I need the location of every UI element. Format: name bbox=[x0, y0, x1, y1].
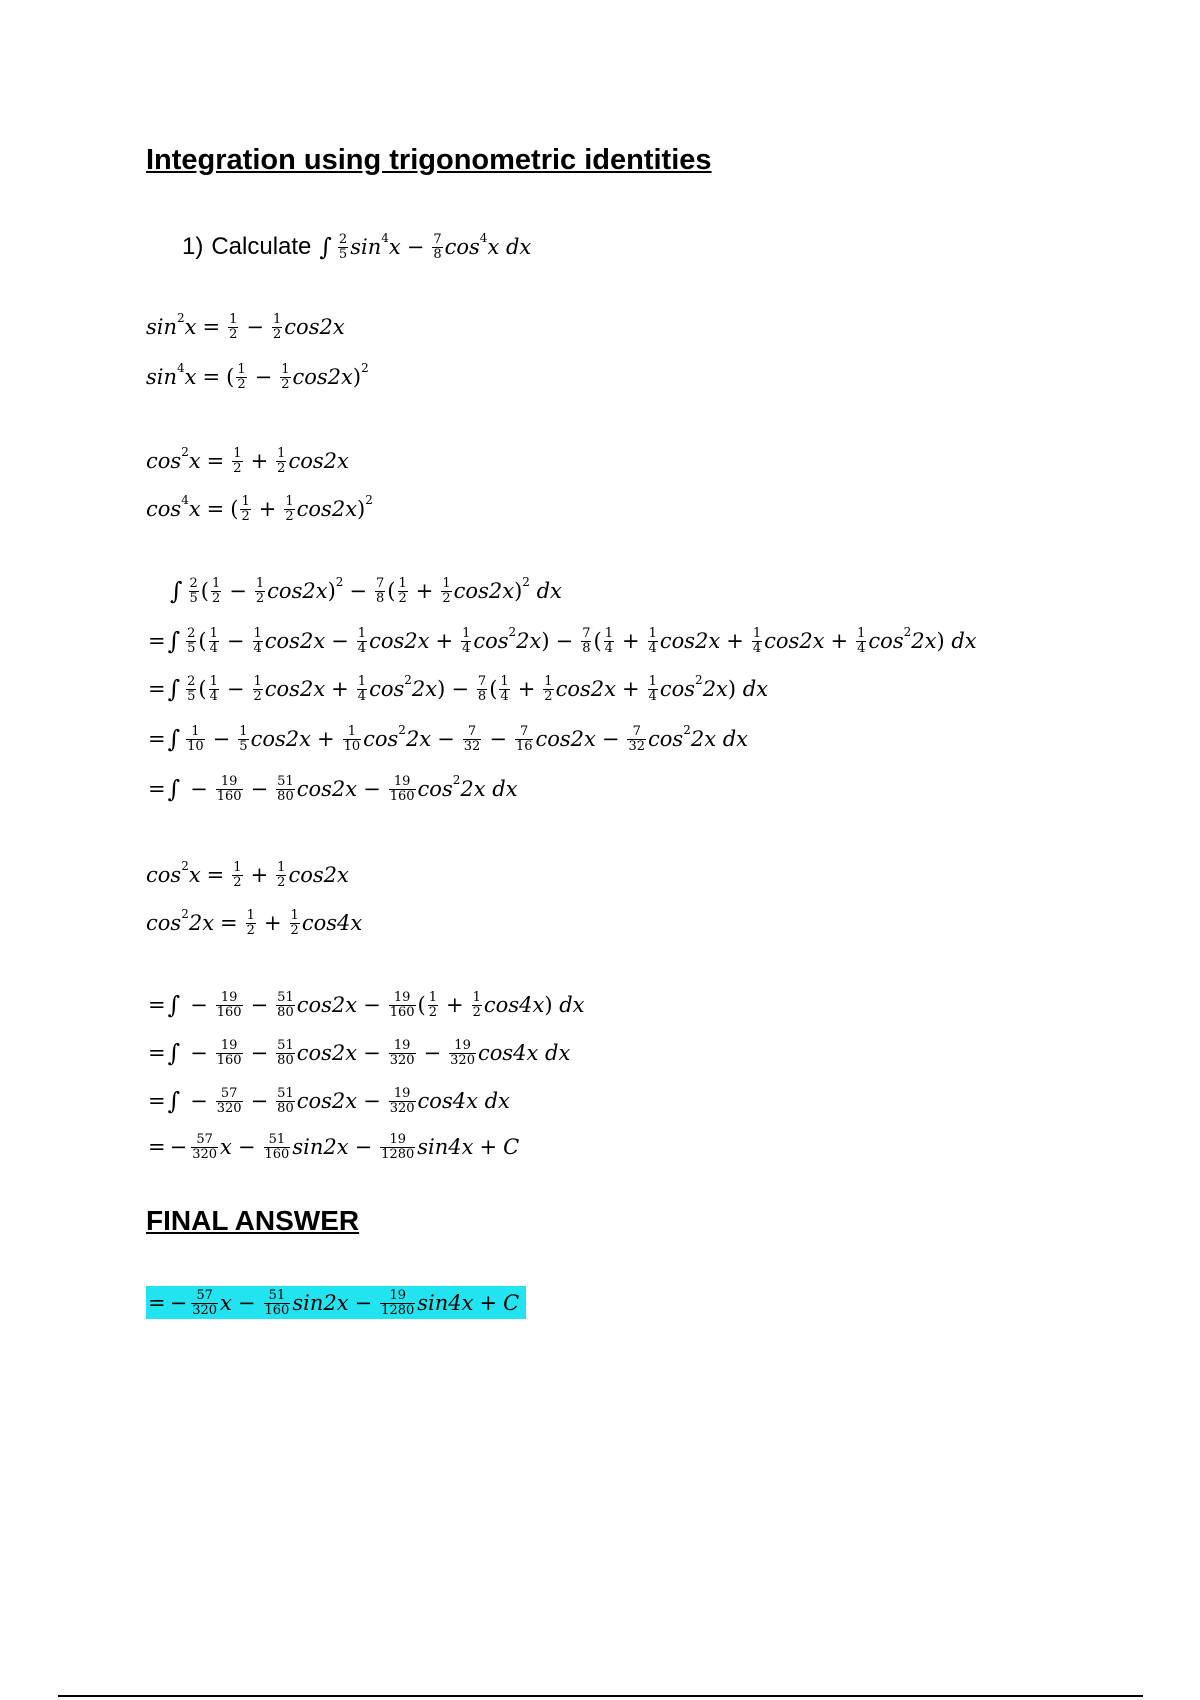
fraction-denominator: 4 bbox=[462, 641, 471, 656]
fraction-nineteen-160 bbox=[389, 991, 416, 1020]
fraction-denominator: 320 bbox=[389, 1101, 415, 1116]
fraction-numerator: 1 bbox=[273, 312, 282, 327]
fraction-numerator: 1 bbox=[857, 626, 866, 641]
fraction-denominator: 4 bbox=[752, 641, 762, 656]
fraction-numerator: 1 bbox=[648, 674, 657, 689]
fraction-seven-32 bbox=[463, 725, 482, 754]
fraction-denominator: 160 bbox=[389, 1005, 415, 1020]
fraction-numerator: 1 bbox=[428, 990, 438, 1005]
fraction-numerator: 1 bbox=[347, 724, 356, 739]
fraction-half bbox=[246, 909, 256, 938]
fraction-denominator: 2 bbox=[237, 377, 246, 392]
fraction-denominator: 2 bbox=[233, 875, 242, 890]
fraction-denominator: 4 bbox=[209, 641, 218, 656]
fraction-fiftyseven-320 bbox=[216, 1087, 243, 1116]
fraction-denominator: 2 bbox=[290, 923, 299, 938]
fraction-numerator: 1 bbox=[233, 860, 242, 875]
fraction-denominator: 10 bbox=[187, 739, 204, 754]
fraction-seven-eighths bbox=[581, 627, 591, 656]
fraction-numerator: 1 bbox=[233, 446, 242, 461]
fraction-half bbox=[272, 313, 282, 342]
fraction-half bbox=[255, 577, 265, 606]
fraction-quarter bbox=[461, 627, 471, 656]
fraction-half bbox=[290, 909, 300, 938]
fraction-quarter bbox=[357, 627, 367, 656]
fraction-denominator: 2 bbox=[277, 461, 286, 476]
fraction-denominator: 4 bbox=[648, 689, 657, 704]
integration-result: = − $\frac{57}{320}$ x − $\frac{51}{160}$ sin2x − $\frac{19}{1280}$ sin4x + C bbox=[148, 1132, 520, 1162]
fraction-nineteen-1280 bbox=[380, 1289, 415, 1318]
fraction-denominator: 2 bbox=[472, 1005, 481, 1020]
fraction-half bbox=[236, 363, 246, 392]
fraction-denominator: 4 bbox=[604, 641, 613, 656]
fraction-denominator: 10 bbox=[343, 739, 361, 754]
fraction-denominator: 2 bbox=[229, 327, 238, 342]
fraction-denominator: 4 bbox=[209, 689, 218, 704]
fraction-denominator: 2 bbox=[241, 509, 250, 524]
expansion-step-5: = ∫ − $\frac{19}{160}$ − $\frac{51}{80}$ cos2x − $\frac{19}{160}$ cos $^2$ 2x dx bbox=[148, 772, 518, 804]
integration-step-3: = ∫ − $\frac{57}{320}$ − $\frac{51}{80}$ cos2x − $\frac{19}{320}$ cos4x dx bbox=[148, 1086, 510, 1116]
fraction-numerator: 1 bbox=[277, 446, 286, 461]
fraction-half bbox=[472, 991, 482, 1020]
fraction-denominator: 5 bbox=[338, 247, 348, 262]
fraction-denominator: 80 bbox=[277, 1101, 294, 1116]
fraction-denominator: 320 bbox=[450, 1053, 475, 1068]
fraction-denominator: 2 bbox=[246, 923, 255, 938]
question-line bbox=[182, 232, 531, 261]
fraction-half bbox=[228, 313, 238, 342]
fraction-quarter bbox=[499, 675, 509, 704]
fraction-numerator: 2 bbox=[187, 674, 196, 689]
fraction-two-fifths bbox=[338, 233, 348, 262]
fraction-denominator: 16 bbox=[515, 739, 533, 754]
expansion-step-3: = ∫ $\frac{2}{5}$ ( $\frac{1}{4}$ − $\frac{1}{2}$ cos2x + $\frac{1}{4}$ cos $^2$ 2x ) − $\frac{7}{8}$ ( $\frac{1}{4}$ + $\frac{1}{2}$ cos2x + $\frac{1}{4}$ cos $^2$ 2x ) dx bbox=[148, 672, 769, 704]
fraction-numerator: 19 bbox=[393, 1086, 411, 1101]
fraction-denominator: 2 bbox=[442, 591, 451, 606]
fraction-numerator: 7 bbox=[376, 576, 385, 591]
question-expression: ∫ $\frac{2}{5}$ sin $^4$ x − $\frac{7}{8}$ cos $^4$ x dx bbox=[319, 230, 532, 262]
fraction-numerator: 1 bbox=[462, 626, 471, 641]
fraction-numerator: 19 bbox=[393, 1038, 411, 1053]
integration-step-1: = ∫ − $\frac{19}{160}$ − $\frac{51}{80}$ cos2x − $\frac{19}{160}$ ( $\frac{1}{2}$ + $\frac{1}{2}$ cos4x ) dx bbox=[148, 990, 585, 1020]
fraction-numerator: 1 bbox=[604, 626, 613, 641]
fraction-denominator: 4 bbox=[857, 641, 866, 656]
footer-divider bbox=[58, 1695, 1143, 1697]
fraction-half bbox=[441, 577, 451, 606]
fraction-half bbox=[543, 675, 553, 704]
fraction-denominator: 32 bbox=[463, 739, 481, 754]
fraction-numerator: 1 bbox=[285, 494, 294, 509]
fraction-fiftyseven-320 bbox=[191, 1133, 218, 1162]
fraction-denominator: 80 bbox=[277, 1053, 294, 1068]
fraction-denominator: 320 bbox=[389, 1053, 415, 1068]
fraction-numerator: 7 bbox=[467, 724, 477, 739]
fraction-quarter bbox=[648, 627, 658, 656]
fraction-denominator: 1280 bbox=[381, 1147, 415, 1162]
fraction-quarter bbox=[209, 675, 219, 704]
integration-step-2: = ∫ − $\frac{19}{160}$ − $\frac{51}{80}$ cos2x − $\frac{19}{320}$ − $\frac{19}{320}$ cos4x dx bbox=[148, 1038, 571, 1068]
fraction-denominator: 1280 bbox=[381, 1303, 415, 1318]
fraction-nineteen-160 bbox=[216, 991, 243, 1020]
fraction-nineteen-1280 bbox=[380, 1133, 415, 1162]
fraction-numerator: 57 bbox=[196, 1132, 213, 1147]
fraction-denominator: 2 bbox=[233, 461, 242, 476]
fraction-half bbox=[398, 577, 408, 606]
fraction-denominator: 4 bbox=[357, 641, 367, 656]
fraction-numerator: 19 bbox=[393, 774, 411, 789]
fraction-numerator: 1 bbox=[237, 362, 246, 377]
fraction-numerator: 1 bbox=[239, 724, 248, 739]
fraction-numerator: 1 bbox=[472, 990, 481, 1005]
fraction-numerator: 51 bbox=[268, 1132, 286, 1147]
fraction-half bbox=[232, 861, 242, 890]
fraction-denominator: 160 bbox=[389, 789, 415, 804]
fraction-denominator: 4 bbox=[500, 689, 509, 704]
fraction-seven-16 bbox=[515, 725, 534, 754]
fraction-one-tenth bbox=[186, 725, 205, 754]
fraction-nineteen-160 bbox=[216, 775, 243, 804]
fraction-half bbox=[276, 861, 286, 890]
page-title: Integration using trigonometric identities bbox=[146, 144, 712, 176]
fraction-numerator: 1 bbox=[209, 626, 218, 641]
fraction-quarter bbox=[752, 627, 762, 656]
fraction-denominator: 5 bbox=[189, 591, 198, 606]
fraction-denominator: 2 bbox=[398, 591, 407, 606]
fraction-quarter bbox=[604, 627, 614, 656]
fraction-denominator: 320 bbox=[192, 1147, 218, 1162]
fraction-numerator: 19 bbox=[220, 1038, 238, 1053]
identity-cos4: cos $^4$ x = ( $\frac{1}{2}$ + $\frac{1}{2}$ cos2x ) $^2$ bbox=[146, 492, 373, 524]
fraction-numerator: 1 bbox=[253, 674, 262, 689]
fraction-half bbox=[280, 363, 290, 392]
fraction-nineteen-320 bbox=[389, 1087, 416, 1116]
fraction-quarter bbox=[253, 627, 263, 656]
fraction-numerator: 57 bbox=[220, 1086, 238, 1101]
fraction-denominator: 2 bbox=[281, 377, 290, 392]
fraction-numerator: 1 bbox=[544, 674, 553, 689]
fraction-half bbox=[428, 991, 438, 1020]
fraction-one-fifth bbox=[238, 725, 248, 754]
fraction-numerator: 51 bbox=[268, 1288, 286, 1303]
fraction-numerator: 19 bbox=[393, 990, 411, 1005]
fraction-half bbox=[276, 447, 286, 476]
fraction-half bbox=[253, 675, 263, 704]
fraction-nineteen-320 bbox=[449, 1039, 476, 1068]
fraction-fiftyone-80 bbox=[276, 1039, 295, 1068]
fraction-numerator: 1 bbox=[253, 626, 262, 641]
fraction-numerator: 51 bbox=[277, 774, 294, 789]
expansion-step-2: = ∫ $\frac{2}{5}$ ( $\frac{1}{4}$ − $\frac{1}{4}$ cos2x − $\frac{1}{4}$ cos2x + $\frac{1}{4}$ cos $^2$ 2x ) − $\frac{7}{8}$ ( $\frac{1}{4}$ + $\frac{1}{4}$ cos2x + $\frac{1}{4}$ cos2x + $\frac{1}{4}$ cos $^2$ 2x ) dx bbox=[148, 624, 977, 656]
fraction-half bbox=[284, 495, 294, 524]
fraction-fiftyone-160 bbox=[264, 1289, 291, 1318]
fraction-numerator: 1 bbox=[191, 724, 200, 739]
question-verb: Calculate bbox=[211, 232, 312, 260]
fraction-quarter bbox=[648, 675, 658, 704]
question-number: 1) bbox=[182, 232, 204, 260]
fraction-numerator: 51 bbox=[277, 1038, 294, 1053]
fraction-denominator: 2 bbox=[273, 327, 282, 342]
fraction-denominator: 80 bbox=[277, 1005, 294, 1020]
expansion-step-4: = ∫ $\frac{1}{10}$ − $\frac{1}{5}$ cos2x + $\frac{1}{10}$ cos $^2$ 2x − $\frac{7}{32}$ − $\frac{7}{16}$ cos2x − $\frac{7}{32}$ cos $^2$ 2x dx bbox=[148, 722, 749, 754]
fraction-denominator: 8 bbox=[477, 689, 487, 704]
fraction-numerator: 1 bbox=[500, 674, 509, 689]
fraction-denominator: 2 bbox=[544, 689, 553, 704]
fraction-numerator: 2 bbox=[187, 626, 196, 641]
fraction-seven-eighths bbox=[375, 577, 385, 606]
fraction-numerator: 1 bbox=[277, 860, 286, 875]
fraction-two-fifths bbox=[189, 577, 199, 606]
fraction-nineteen-160 bbox=[389, 775, 416, 804]
fraction-numerator: 1 bbox=[357, 626, 367, 641]
fraction-denominator: 5 bbox=[239, 739, 248, 754]
fraction-numerator: 1 bbox=[255, 576, 265, 591]
fraction-denominator: 5 bbox=[187, 641, 196, 656]
fraction-denominator: 2 bbox=[255, 591, 265, 606]
fraction-numerator: 1 bbox=[246, 908, 255, 923]
fraction-denominator: 80 bbox=[277, 789, 294, 804]
fraction-seven-eighths bbox=[477, 675, 487, 704]
fraction-numerator: 1 bbox=[229, 312, 238, 327]
fraction-numerator: 57 bbox=[196, 1288, 213, 1303]
fraction-denominator: 8 bbox=[582, 641, 591, 656]
fraction-quarter bbox=[357, 675, 367, 704]
fraction-seven-32 bbox=[627, 725, 646, 754]
fraction-numerator: 2 bbox=[189, 576, 198, 591]
fraction-numerator: 1 bbox=[290, 908, 299, 923]
fraction-numerator: 1 bbox=[357, 674, 367, 689]
fraction-denominator: 4 bbox=[648, 641, 657, 656]
fraction-numerator: 1 bbox=[209, 674, 218, 689]
fraction-denominator: 160 bbox=[264, 1147, 290, 1162]
fraction-denominator: 320 bbox=[216, 1101, 242, 1116]
fraction-numerator: 1 bbox=[241, 494, 250, 509]
fraction-denominator: 160 bbox=[264, 1303, 290, 1318]
fraction-denominator: 2 bbox=[285, 509, 294, 524]
fraction-one-tenth bbox=[343, 725, 362, 754]
fraction-denominator: 8 bbox=[433, 247, 442, 262]
fraction-numerator: 1 bbox=[212, 576, 221, 591]
fraction-numerator: 2 bbox=[338, 232, 348, 247]
identity-cos2-2x: cos $^2$ 2x = $\frac{1}{2}$ + $\frac{1}{2}$ cos4x bbox=[146, 906, 363, 938]
fraction-numerator: 7 bbox=[477, 674, 487, 689]
fraction-denominator: 160 bbox=[216, 1053, 242, 1068]
fraction-denominator: 2 bbox=[428, 1005, 438, 1020]
fraction-nineteen-320 bbox=[389, 1039, 416, 1068]
fraction-numerator: 19 bbox=[220, 990, 238, 1005]
fraction-fiftyseven-320 bbox=[191, 1289, 218, 1318]
fraction-denominator: 320 bbox=[192, 1303, 218, 1318]
fraction-numerator: 1 bbox=[398, 576, 407, 591]
fraction-numerator: 19 bbox=[454, 1038, 471, 1053]
fraction-denominator: 5 bbox=[187, 689, 196, 704]
fraction-numerator: 1 bbox=[752, 626, 762, 641]
fraction-fiftyone-80 bbox=[276, 991, 295, 1020]
fraction-seven-eighths bbox=[432, 233, 442, 262]
fraction-denominator: 4 bbox=[253, 641, 262, 656]
final-answer-heading: FINAL ANSWER bbox=[146, 1205, 360, 1236]
fraction-numerator: 1 bbox=[442, 576, 451, 591]
fraction-numerator: 19 bbox=[389, 1288, 406, 1303]
fraction-denominator: 4 bbox=[357, 689, 367, 704]
fraction-numerator: 7 bbox=[632, 724, 641, 739]
fraction-denominator: 8 bbox=[376, 591, 385, 606]
identity-cos2: cos $^2$ x = $\frac{1}{2}$ + $\frac{1}{2}$ cos2x bbox=[146, 444, 349, 476]
fraction-numerator: 7 bbox=[520, 724, 529, 739]
fraction-half bbox=[232, 447, 242, 476]
fraction-denominator: 2 bbox=[212, 591, 221, 606]
fraction-numerator: 7 bbox=[433, 232, 442, 247]
fraction-numerator: 1 bbox=[281, 362, 290, 377]
fraction-quarter bbox=[856, 627, 866, 656]
fraction-denominator: 32 bbox=[628, 739, 646, 754]
fraction-denominator: 2 bbox=[253, 689, 262, 704]
expansion-step-1: ∫ $\frac{2}{5}$ ( $\frac{1}{2}$ − $\frac{1}{2}$ cos2x ) $^2$ − $\frac{7}{8}$ ( $\frac{1}{2}$ + $\frac{1}{2}$ cos2x ) $^2$ dx bbox=[170, 574, 562, 606]
fraction-nineteen-160 bbox=[216, 1039, 243, 1068]
final-answer-highlight: = − $\frac{57}{320}$ x − $\frac{51}{160}$ sin2x − $\frac{19}{1280}$ sin4x + C bbox=[148, 1288, 526, 1318]
fraction-denominator: 160 bbox=[216, 789, 242, 804]
fraction-quarter bbox=[209, 627, 219, 656]
identity-cos2x-again: cos $^2$ x = $\frac{1}{2}$ + $\frac{1}{2}$ cos2x bbox=[146, 858, 349, 890]
fraction-half bbox=[211, 577, 221, 606]
fraction-fiftyone-80 bbox=[276, 775, 295, 804]
fraction-numerator: 19 bbox=[389, 1132, 406, 1147]
fraction-two-fifths bbox=[186, 627, 196, 656]
fraction-denominator: 2 bbox=[277, 875, 286, 890]
fraction-numerator: 51 bbox=[277, 1086, 294, 1101]
fraction-numerator: 1 bbox=[648, 626, 657, 641]
fraction-numerator: 51 bbox=[277, 990, 294, 1005]
fraction-fiftyone-80 bbox=[276, 1087, 295, 1116]
fraction-denominator: 160 bbox=[216, 1005, 242, 1020]
fraction-fiftyone-160 bbox=[264, 1133, 291, 1162]
fraction-numerator: 19 bbox=[220, 774, 238, 789]
fraction-two-fifths bbox=[186, 675, 196, 704]
identity-sin4: sin $^4$ x = ( $\frac{1}{2}$ − $\frac{1}{2}$ cos2x ) $^2$ bbox=[146, 360, 369, 392]
identity-sin2: sin $^2$ x = $\frac{1}{2}$ − $\frac{1}{2}$ cos2x bbox=[146, 310, 345, 342]
fraction-numerator: 7 bbox=[582, 626, 591, 641]
fraction-half bbox=[240, 495, 250, 524]
